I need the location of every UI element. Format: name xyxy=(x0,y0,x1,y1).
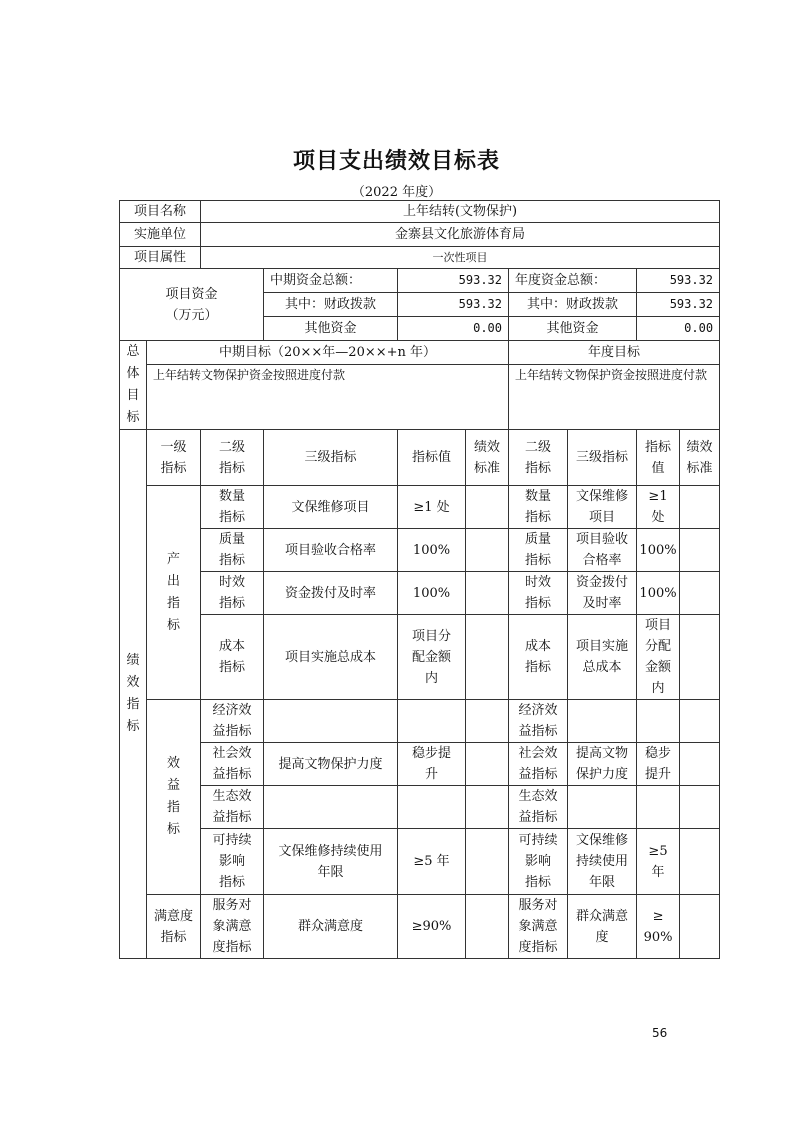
mid-other-value: 0.00 xyxy=(398,317,509,341)
project-name-value: 上年结转(文物保护) xyxy=(201,201,720,223)
header-value: 指标值 xyxy=(398,430,466,486)
cost-l2: 成本 指标 xyxy=(201,615,264,700)
year-goal-text: 上年结转文物保护资金按照进度付款 xyxy=(509,364,720,429)
economic-yl2: 经济效 益指标 xyxy=(509,700,568,743)
satisfaction-val: ≥90% xyxy=(398,895,466,959)
economic-l3 xyxy=(264,700,398,743)
timeliness-yval: 100% xyxy=(637,572,680,615)
unit-label: 实施单位 xyxy=(120,223,201,247)
quality-val: 100% xyxy=(398,529,466,572)
header-year-value: 指标 值 xyxy=(637,430,680,486)
header-year-level3: 三级指标 xyxy=(568,430,637,486)
attribute-label: 项目属性 xyxy=(120,247,201,269)
quantity-yl2: 数量 指标 xyxy=(509,486,568,529)
sustain-l3: 文保维修持续使用 年限 xyxy=(264,829,398,895)
timeliness-std xyxy=(466,572,509,615)
table-row xyxy=(120,486,720,529)
social-std xyxy=(466,743,509,786)
table-row xyxy=(120,743,720,786)
quantity-val: ≥1 处 xyxy=(398,486,466,529)
quantity-l2: 数量 指标 xyxy=(201,486,264,529)
table-row xyxy=(120,700,720,743)
quantity-l3: 文保维修项目 xyxy=(264,486,398,529)
funds-label-line2: （万元） xyxy=(165,307,218,323)
quantity-yl3: 文保维修 项目 xyxy=(568,486,637,529)
social-l3: 提高文物保护力度 xyxy=(264,743,398,786)
quality-yval: 100% xyxy=(637,529,680,572)
social-ystd xyxy=(680,743,720,786)
sustain-ystd xyxy=(680,829,720,895)
header-level3: 三级指标 xyxy=(264,430,398,486)
year-fiscal-label: 其中：财政拨款 xyxy=(509,293,637,317)
economic-val xyxy=(398,700,466,743)
quantity-ystd xyxy=(680,486,720,529)
ecological-yl2: 生态效 益指标 xyxy=(509,786,568,829)
economic-l2: 经济效 益指标 xyxy=(201,700,264,743)
satisfaction-l3: 群众满意度 xyxy=(264,895,398,959)
quality-l2: 质量 指标 xyxy=(201,529,264,572)
economic-yval xyxy=(637,700,680,743)
timeliness-l2: 时效 指标 xyxy=(201,572,264,615)
year-total-label: 年度资金总额： xyxy=(509,269,637,293)
timeliness-yl3: 资金拨付 及时率 xyxy=(568,572,637,615)
cost-l3: 项目实施总成本 xyxy=(264,615,398,700)
timeliness-ystd xyxy=(680,572,720,615)
mid-total-label: 中期资金总额： xyxy=(264,269,398,293)
satisfaction-ystd xyxy=(680,895,720,959)
social-l2: 社会效 益指标 xyxy=(201,743,264,786)
header-year-level2: 二级 指标 xyxy=(509,430,568,486)
sustain-val: ≥5 年 xyxy=(398,829,466,895)
funds-label-line1: 项目资金 xyxy=(165,286,218,302)
sustain-yl3: 文保维修 持续使用 年限 xyxy=(568,829,637,895)
economic-std xyxy=(466,700,509,743)
ecological-val xyxy=(398,786,466,829)
page-number: 56 xyxy=(652,1026,668,1040)
sustain-std xyxy=(466,829,509,895)
quality-l3: 项目验收合格率 xyxy=(264,529,398,572)
satisfaction-yl2: 服务对 象满意 度指标 xyxy=(509,895,568,959)
sustain-l2: 可持续 影响 指标 xyxy=(201,829,264,895)
table-row xyxy=(120,615,720,700)
table-row xyxy=(120,572,720,615)
satisfaction-indicator-label: 满意度 指标 xyxy=(147,895,201,959)
funds-label xyxy=(120,269,264,341)
social-yval: 稳步 提升 xyxy=(637,743,680,786)
cost-yl2: 成本 指标 xyxy=(509,615,568,700)
year-label: （2022 年度） xyxy=(351,185,442,200)
social-yl3: 提高文物 保护力度 xyxy=(568,743,637,786)
ecological-l2: 生态效 益指标 xyxy=(201,786,264,829)
attribute-value: 一次性项目 xyxy=(201,247,720,269)
ecological-l3 xyxy=(264,786,398,829)
economic-yl3 xyxy=(568,700,637,743)
output-indicator-label: 产 出 指 标 xyxy=(147,486,201,700)
table-row xyxy=(120,786,720,829)
table-row xyxy=(120,529,720,572)
unit-value: 金寨县文化旅游体育局 xyxy=(201,223,720,247)
year-fiscal-value: 593.32 xyxy=(637,293,720,317)
header-standard: 绩效 标准 xyxy=(466,430,509,486)
cost-ystd xyxy=(680,615,720,700)
cost-yl3: 项目实施 总成本 xyxy=(568,615,637,700)
cost-std xyxy=(466,615,509,700)
quality-yl2: 质量 指标 xyxy=(509,529,568,572)
quality-ystd xyxy=(680,529,720,572)
header-level1: 一级 指标 xyxy=(147,430,201,486)
quality-yl3: 项目验收 合格率 xyxy=(568,529,637,572)
header-year-standard: 绩效 标准 xyxy=(680,430,720,486)
mid-total-value: 593.32 xyxy=(398,269,509,293)
social-yl2: 社会效 益指标 xyxy=(509,743,568,786)
economic-ystd xyxy=(680,700,720,743)
satisfaction-yval: ≥ 90% xyxy=(637,895,680,959)
satisfaction-std xyxy=(466,895,509,959)
benefit-indicator-label: 效 益 指 标 xyxy=(147,700,201,895)
table-row xyxy=(120,895,720,959)
cost-yval: 项目 分配 金额 内 xyxy=(637,615,680,700)
year-other-label: 其他资金 xyxy=(509,317,637,341)
mid-goal-header: 中期目标（20××年—20××+n 年） xyxy=(147,341,509,365)
cost-val: 项目分 配金额 内 xyxy=(398,615,466,700)
mid-fiscal-label: 其中：财政拨款 xyxy=(264,293,398,317)
page-title: 项目支出绩效目标表 xyxy=(292,149,500,174)
quantity-std xyxy=(466,486,509,529)
ecological-yval xyxy=(637,786,680,829)
mid-goal-text: 上年结转文物保护资金按照进度付款 xyxy=(147,364,509,429)
year-total-value: 593.32 xyxy=(637,269,720,293)
project-name-label: 项目名称 xyxy=(120,201,201,223)
quality-std xyxy=(466,529,509,572)
year-goal-header: 年度目标 xyxy=(509,341,720,365)
quantity-yval: ≥1 处 xyxy=(637,486,680,529)
ecological-yl3 xyxy=(568,786,637,829)
table-row xyxy=(120,829,720,895)
social-val: 稳步提 升 xyxy=(398,743,466,786)
sustain-yval: ≥5 年 xyxy=(637,829,680,895)
mid-other-label: 其他资金 xyxy=(264,317,398,341)
ecological-ystd xyxy=(680,786,720,829)
performance-indicator-label: 绩 效 指 标 xyxy=(120,430,147,959)
mid-fiscal-value: 593.32 xyxy=(398,293,509,317)
sustain-yl2: 可持续 影响 指标 xyxy=(509,829,568,895)
performance-goal-table xyxy=(119,200,720,959)
header-level2: 二级 指标 xyxy=(201,430,264,486)
timeliness-val: 100% xyxy=(398,572,466,615)
satisfaction-l2: 服务对 象满意 度指标 xyxy=(201,895,264,959)
overall-goal-label: 总 体 目 标 xyxy=(120,341,147,430)
satisfaction-yl3: 群众满意 度 xyxy=(568,895,637,959)
timeliness-l3: 资金拨付及时率 xyxy=(264,572,398,615)
ecological-std xyxy=(466,786,509,829)
year-other-value: 0.00 xyxy=(637,317,720,341)
timeliness-yl2: 时效 指标 xyxy=(509,572,568,615)
